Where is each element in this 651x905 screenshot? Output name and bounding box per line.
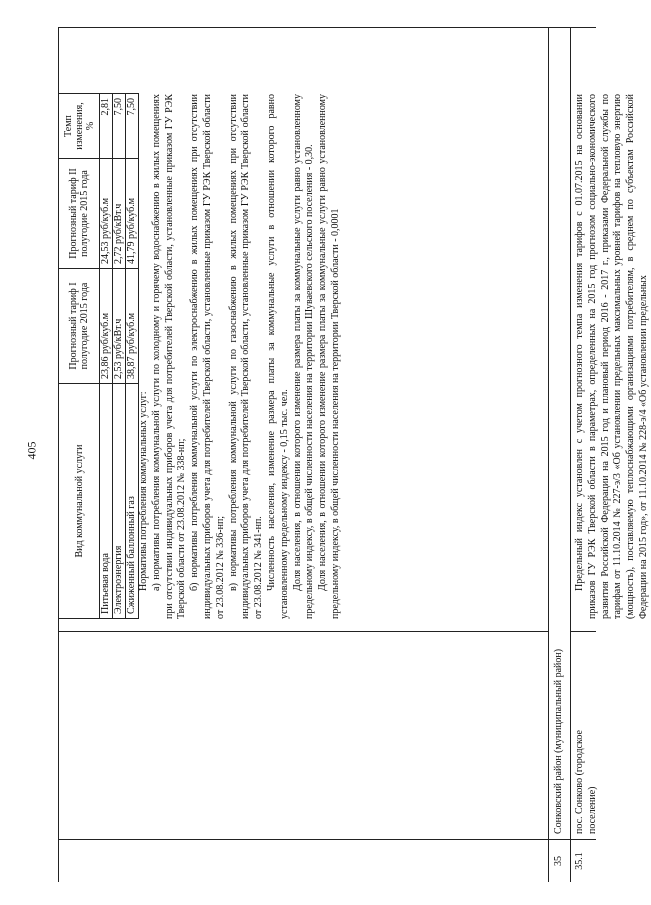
row35-bottom-border (570, 27, 571, 882)
service-cell: Сжиженный баллонный газ (126, 384, 139, 619)
district-title: Сонковский район (муниципальный район) (553, 648, 564, 834)
tariff-table (58, 93, 139, 619)
row-number: 35.1 (574, 852, 585, 870)
norm-electricity: б) нормативы потребления коммунальной услуги по электроснабжению в жилых помещениях при отсутствии индивидуальных приборов учета для потребителей Тверской области, установленные приказом ГУ РЭК Тверской области от 23.08.2012 № 336-нп; (189, 94, 226, 619)
table-row (100, 94, 113, 619)
tariff-h2-cell: 41,79 руб/куб.м (126, 159, 139, 269)
tariff-h1-cell: 38,87 руб/куб.м (126, 269, 139, 384)
service-cell: Электроэнергия (113, 384, 126, 619)
name-column-border-upper (58, 631, 548, 632)
row35-top-border (548, 27, 549, 882)
settlement-name: пос. Сонково (городское поселение) (574, 730, 598, 834)
right-border (58, 27, 596, 28)
norms-text (138, 94, 343, 619)
page-number: 405 (24, 441, 39, 460)
norm-gas: в) нормативы потребления коммунальной услуги по газоснабжению в жилых помещениях при отсутствии индивидуальных приборов учета для потребителей Тверской области, установленные приказом ГУ РЭК Тверской области от 23.08.2012 № 341-нп. (227, 94, 265, 619)
header-rate: Темп изменения, % (59, 94, 100, 159)
population-text: Численность населения, изменение размера платы за коммунальные услуги в отношении которого равно установленному предельному индексу - 0,15 тыс. чел. (265, 94, 290, 619)
rate-cell: 2,81 (100, 94, 113, 159)
tariff-h2-cell: 2,72 руб/кВт.ч (113, 159, 126, 269)
share-region-text: Доля населения, в отношении которого изменение размера платы за коммунальные услуги равно установленному предельному индексу, в общей численности населения на территории Тверской области - 0,0001 (317, 94, 341, 619)
index-justification-text (574, 94, 651, 619)
rate-cell: 7,50 (113, 94, 126, 159)
norm-water: а) нормативы потребления коммунальной услуги по холодному и горячему водоснабжению в жилых помещениях при отсутствии индивидуальных приборов учета для потребителей Тверской области, установленные приказом ГУ РЭК Тверской области от 23.08.2012 № 338-нп; (150, 94, 188, 619)
tariff-h1-cell: 2,53 руб/кВт.ч (113, 269, 126, 384)
header-tariff-h2: Прогнозный тариф II полугодие 2015 года (59, 159, 100, 269)
name-column-border-lower (570, 631, 596, 632)
rotated-page (58, 27, 649, 882)
header-tariff-h1: Прогнозный тариф I полугодие 2015 года (59, 269, 100, 384)
tariff-header-row (59, 94, 100, 619)
tariff-h2-cell: 24,53 руб/куб.м (100, 159, 113, 269)
share-settlement-text: Доля населения, в отношении которого изменение размера платы за коммунальные услуги равно установленному предельному индексу, в общей численности населения на территории Шуваевского сельского поселения - 0,30. (291, 94, 316, 619)
num-column-border (58, 839, 596, 840)
rate-cell: 7,50 (126, 94, 139, 159)
index-justification-paragraph: Предельный индекс установлен с учетом прогнозного темпа изменения тарифов с 01.07.2015 на основании приказов ГУ РЭК Тверской области в параметрах, определенных на 2015 год прогнозом социально-экономического развития Российской Федерации на 2015 год и плановый период 2016 - 2017 г., приказами Федеральной службы по тарифам от 11.10.2014 № 227-э/3 «Об установлении предельных максимальных уровней тарифов на тепловую энергию (мощность), поставляемую теплоснабжающими организациями потребителям, в среднем по субъектам Российской Федерации на 2015 год», от 11.10.2014 № 228-э/4 «Об установлении предельных (574, 94, 649, 619)
tariff-h1-cell: 23,86 руб/куб.м (100, 269, 113, 384)
row-number: 35 (553, 856, 564, 866)
table-row (126, 94, 139, 619)
norms-intro: Нормативы потребления коммунальных услуг: (138, 391, 149, 591)
table-row (113, 94, 126, 619)
service-cell: Питьевая вода (100, 384, 113, 619)
header-service: Вид коммунальной услуги (59, 384, 100, 619)
